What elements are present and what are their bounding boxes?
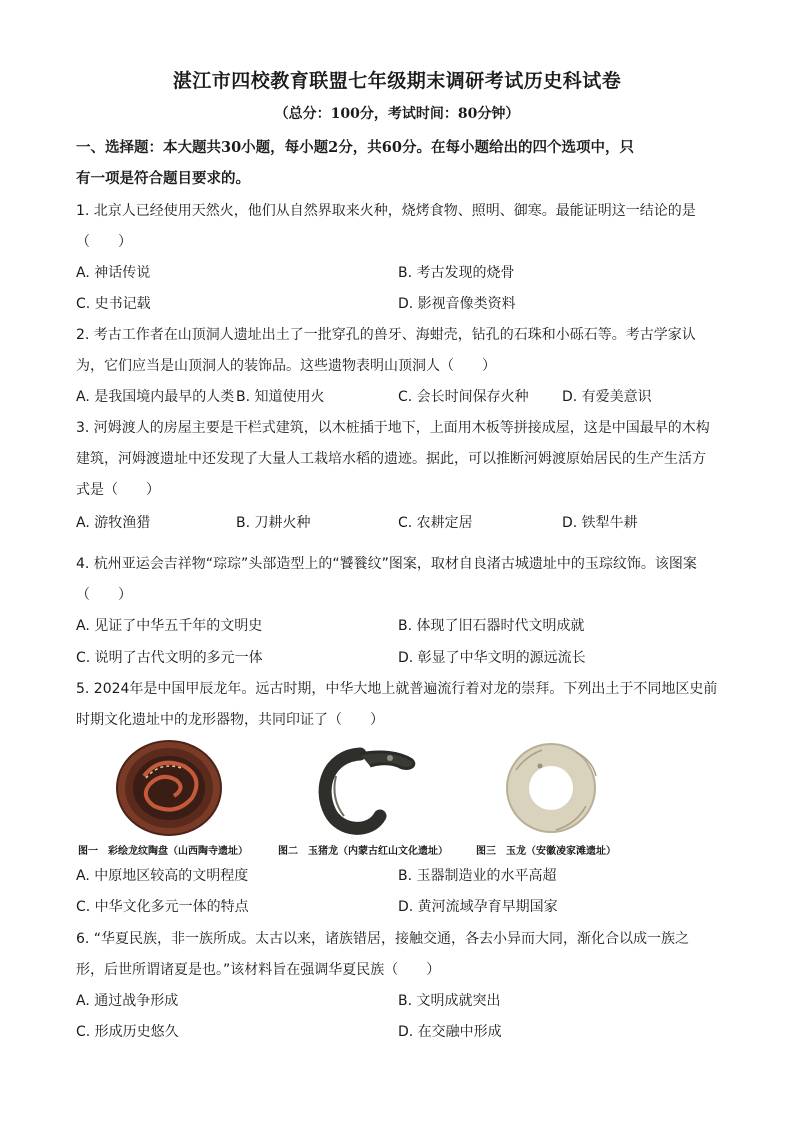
exam-info: （总分：100分，考试时间：80分钟） [274,106,520,122]
q3-option-d: D. 铁犁牛耕 [562,515,638,531]
q5-stem-line2: 时期文化遗址中的龙形器物，共同印证了（ ） [76,712,384,728]
q6-stem-line1: 6. “华夏民族，非一族所成。太古以来，诸族错居，接触交通，各去小异而大同，渐化合以成一族之 [76,931,690,947]
section-heading-line2: 有一项是符合题目要求的。 [76,170,250,187]
q3-stem-line1: 3. 河姆渡人的房屋主要是干栏式建筑，以木桩插于地下，上面用木板等拼接成屋，这是中国最早的木构 [76,420,710,436]
q2-option-a: A. 是我国境内最早的人类 [76,389,235,405]
q5-stem-line1: 5. 2024年是中国甲辰龙年。远古时期，中华大地上就普遍流行着对龙的崇拜。下列出土于不同地区史前 [76,681,718,697]
q3-option-a: A. 游牧渔猎 [76,515,151,531]
dragon-pottery-plate-image [114,736,224,836]
q2-option-c: C. 会长时间保存火种 [398,389,529,405]
page-title: 湛江市四校教育联盟七年级期末调研考试历史科试卷 [172,70,622,92]
q5-option-b: B. 玉器制造业的水平高超 [398,868,557,884]
q6-option-d: D. 在交融中形成 [398,1024,502,1040]
q5-option-a: A. 中原地区较高的文明程度 [76,868,249,884]
q4-option-a: A. 见证了中华五千年的文明史 [76,618,263,634]
jade-pig-dragon-image [300,736,430,836]
q2-stem-line2: 为，它们应当是山顶洞人的装饰品。这些遗物表明山顶洞人（ ） [76,358,496,374]
q1-stem-line1: 1. 北京人已经使用天然火，他们从自然界取来火种，烧烤食物、照明、御寒。最能证明这一结论的是 [76,203,696,219]
jade-dragon-image [496,736,606,836]
q6-option-a: A. 通过战争形成 [76,993,179,1009]
q1-stem-line2: （ ） [76,234,132,250]
q2-stem-line1: 2. 考古工作者在山顶洞人遗址出土了一批穿孔的兽牙、海蚶壳，钻孔的石珠和小砾石等。考古学家认 [76,327,696,343]
q2-option-d: D. 有爱美意识 [562,389,652,405]
q2-option-b: B. 知道使用火 [236,389,325,405]
q6-option-b: B. 文明成就突出 [398,993,501,1009]
section-heading-line1: 一、选择题：本大题共30小题，每小题2分，共60分。在每小题给出的四个选项中，只 [76,139,634,156]
figure3-caption: 图三 玉龙（安徽凌家滩遗址） [476,846,616,857]
q6-stem-line2: 形，后世所谓诸夏是也。”该材料旨在强调华夏民族（ ） [76,962,441,978]
q4-option-c: C. 说明了古代文明的多元一体 [76,650,263,666]
q6-option-c: C. 形成历史悠久 [76,1024,179,1040]
figure1-caption: 图一 彩绘龙纹陶盘（山西陶寺遗址） [78,846,248,857]
q1-option-b: B. 考古发现的烧骨 [398,265,515,281]
q4-stem-line1: 4. 杭州亚运会吉祥物“琮琮”头部造型上的“饕餮纹”图案，取材自良渚古城遗址中的玉琮纹饰。该图案 [76,556,697,572]
q1-option-a: A. 神话传说 [76,265,151,281]
q1-option-c: C. 史书记载 [76,296,151,312]
q3-stem-line2: 建筑，河姆渡遗址中还发现了大量人工栽培水稻的遗迹。据此，可以推断河姆渡原始居民的生产生活方 [76,451,706,467]
q5-option-c: C. 中华文化多元一体的特点 [76,899,249,915]
q3-option-c: C. 农耕定居 [398,515,473,531]
q4-option-d: D. 彰显了中华文明的源远流长 [398,650,586,666]
q4-stem-line2: （ ） [76,587,132,603]
q5-option-d: D. 黄河流域孕育早期国家 [398,899,558,915]
figure2-caption: 图二 玉猪龙（内蒙古红山文化遗址） [278,846,448,857]
q3-stem-line3: 式是（ ） [76,482,160,498]
q3-option-b: B. 刀耕火种 [236,515,311,531]
q1-option-d: D. 影视音像类资料 [398,296,516,312]
q4-option-b: B. 体现了旧石器时代文明成就 [398,618,585,634]
